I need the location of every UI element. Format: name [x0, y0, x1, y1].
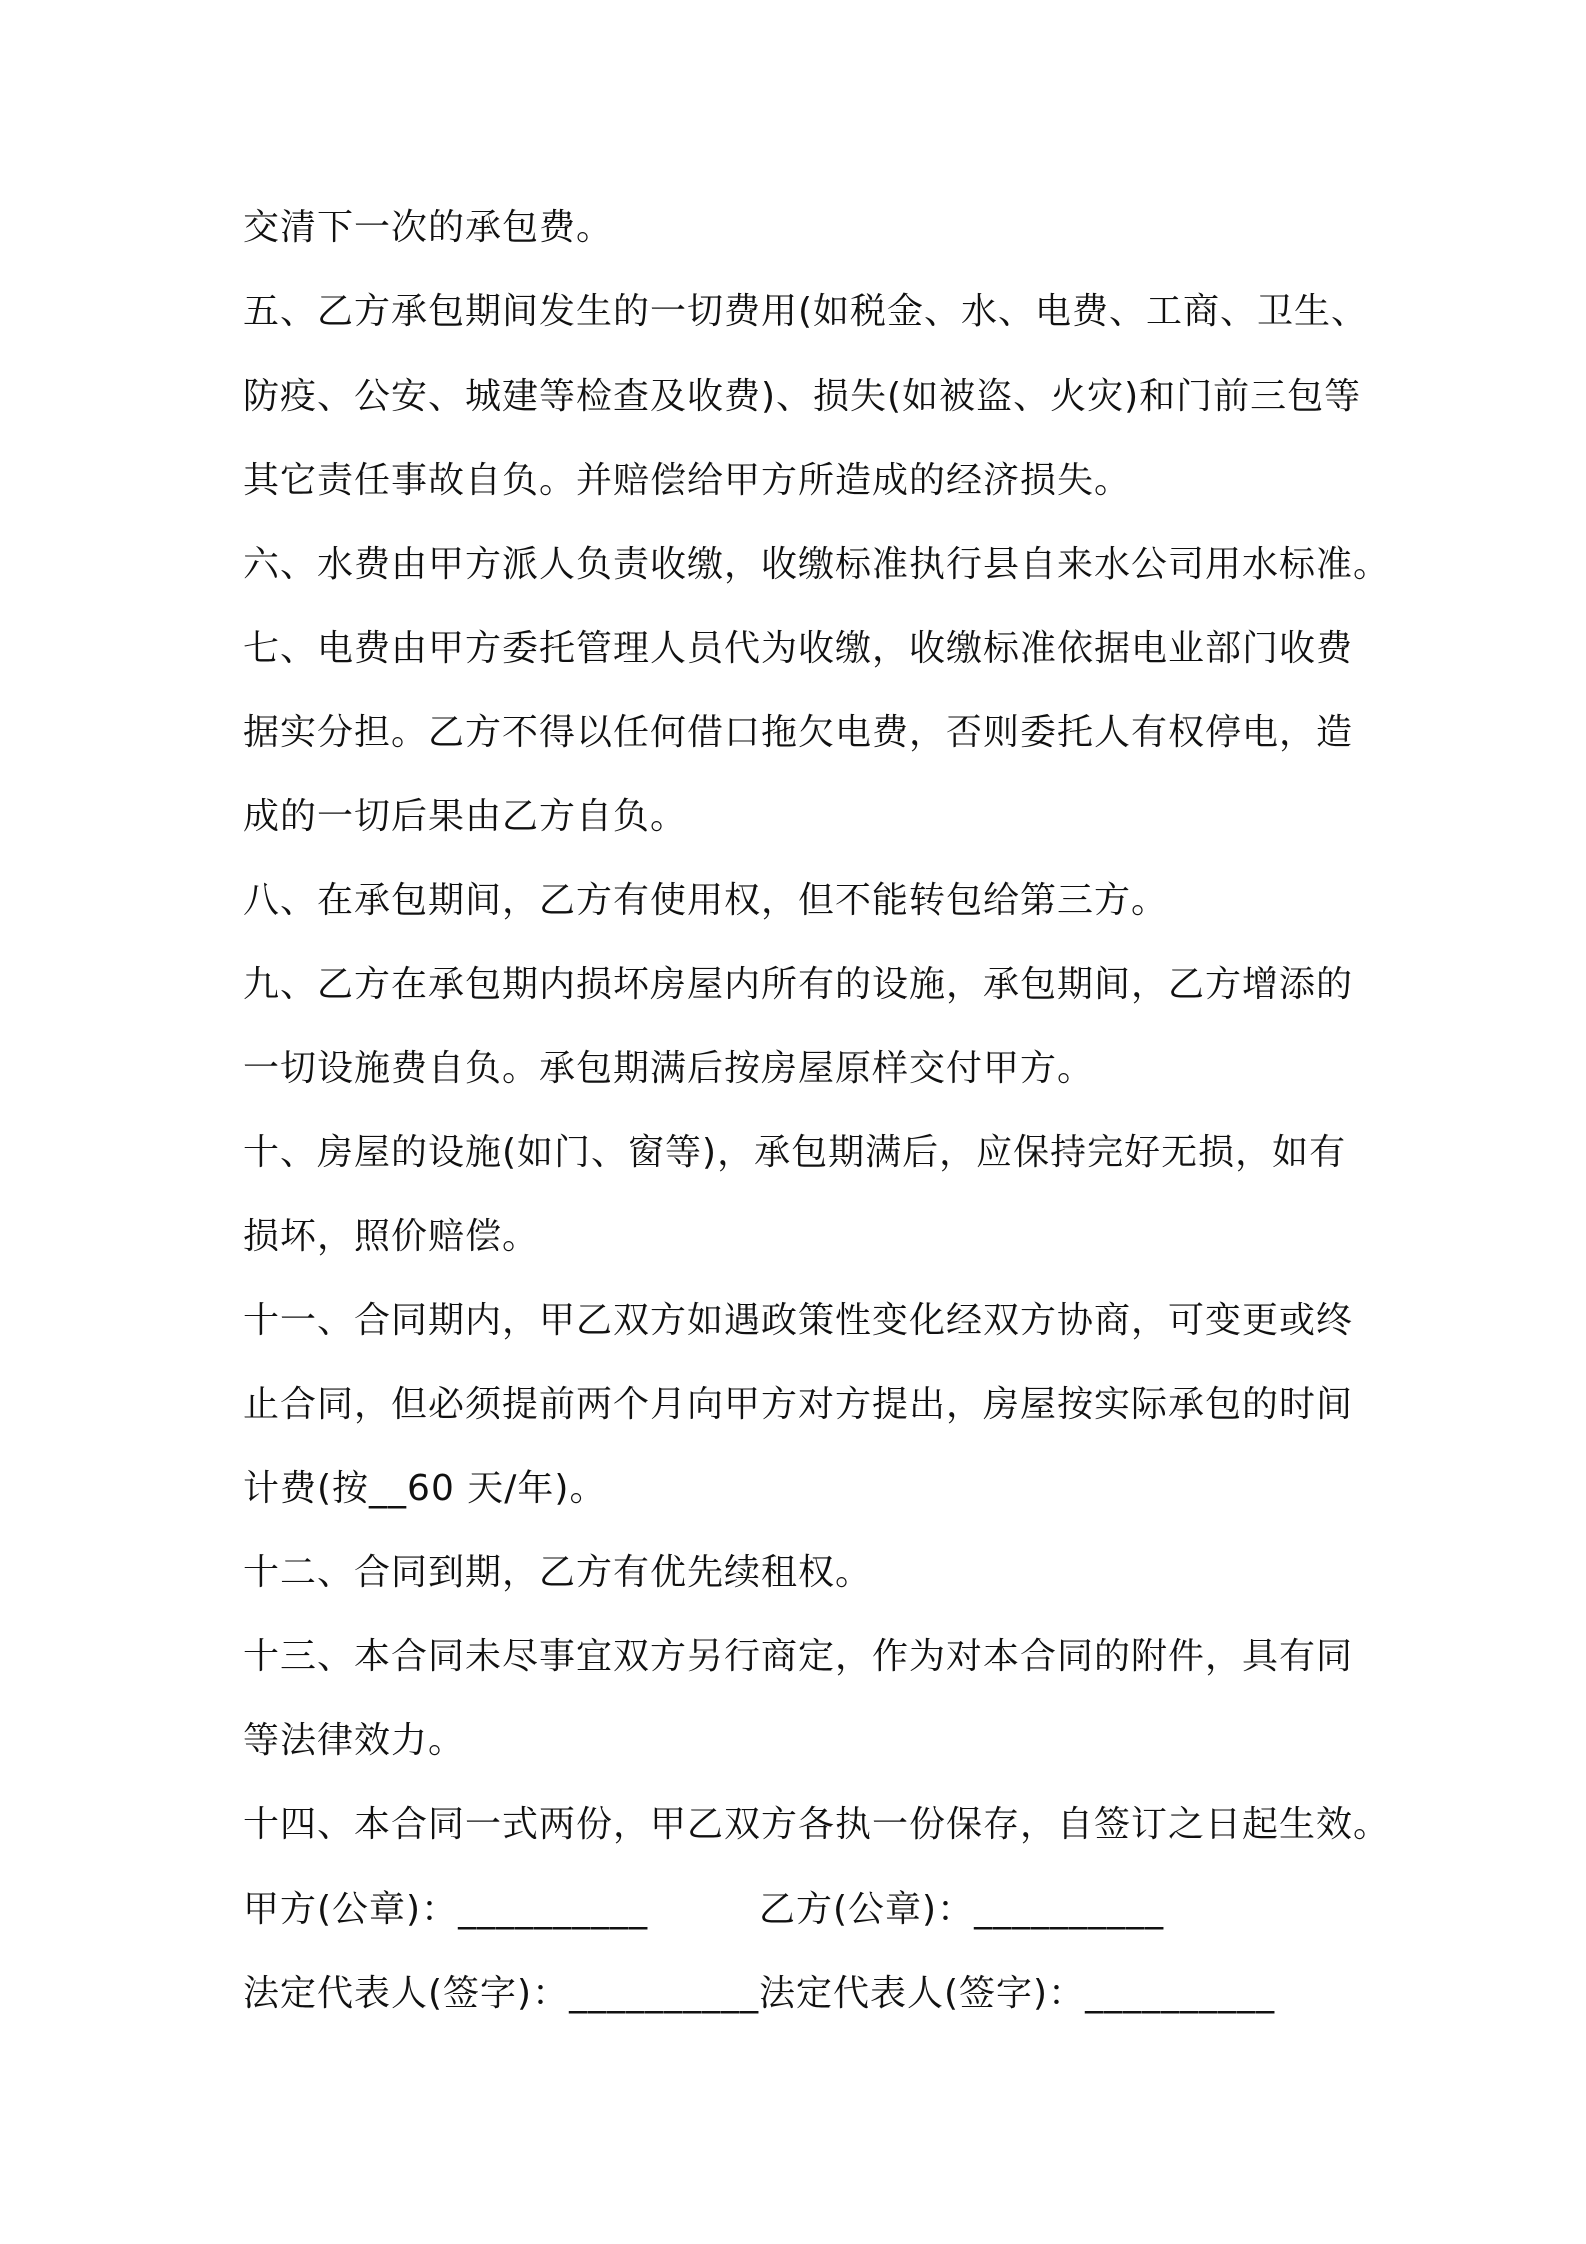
clause-13-line-2: 等法律效力。 [243, 1720, 466, 1761]
clause-14-line-1: 十四、本合同一式两份，甲乙双方各执一份保存，自签订之日起生效。 [243, 1804, 1391, 1845]
clause-11-line-2: 止合同，但必须提前两个月向甲方对方提出，房屋按实际承包的时间 [243, 1384, 1354, 1425]
clause-11-line-3: 计费(按__60 天/年)。 [243, 1468, 607, 1509]
paragraph-line-1: 交清下一次的承包费。 [243, 207, 614, 248]
clause-6-line-1: 六、水费由甲方派人负责收缴，收缴标准执行县自来水公司用水标准。 [243, 544, 1391, 585]
clause-5-line-1: 五、乙方承包期间发生的一切费用(如税金、水、电费、工商、卫生、 [243, 291, 1369, 332]
clause-10-line-1: 十、房屋的设施(如门、窗等)，承包期满后，应保持完好无损，如有 [243, 1132, 1347, 1173]
party-a-representative-field[interactable]: 法定代表人(签字)：__________ [243, 1973, 760, 2014]
clause-11-line-1: 十一、合同期内，甲乙双方如遇政策性变化经双方协商，可变更或终 [243, 1300, 1354, 1341]
representative-signature-row [243, 1964, 1363, 2024]
party-a-seal-field[interactable]: 甲方(公章)：__________ [243, 1889, 649, 1930]
clause-7-line-2: 据实分担。乙方不得以任何借口拖欠电费，否则委托人有权停电，造 [243, 712, 1354, 753]
party-b-seal-field[interactable]: 乙方(公章)：__________ [759, 1889, 1165, 1930]
clause-10-line-2: 损坏，照价赔偿。 [243, 1216, 540, 1257]
party-b-representative-field[interactable]: 法定代表人(签字)：__________ [759, 1973, 1276, 2014]
clause-13-line-1: 十三、本合同未尽事宜双方另行商定，作为对本合同的附件，具有同 [243, 1636, 1354, 1677]
clause-9-line-2: 一切设施费自负。承包期满后按房屋原样交付甲方。 [243, 1048, 1095, 1089]
seal-signature-row [243, 1880, 1363, 1940]
clause-8-line-1: 八、在承包期间，乙方有使用权，但不能转包给第三方。 [243, 880, 1169, 921]
clause-9-line-1: 九、乙方在承包期内损坏房屋内所有的设施，承包期间，乙方增添的 [243, 964, 1354, 1005]
clause-7-line-3: 成的一切后果由乙方自负。 [243, 796, 688, 837]
clause-5-line-3: 其它责任事故自负。并赔偿给甲方所造成的经济损失。 [243, 460, 1132, 501]
clause-7-line-1: 七、电费由甲方委托管理人员代为收缴，收缴标准依据电业部门收费 [243, 628, 1354, 669]
clause-5-line-2: 防疫、公安、城建等检查及收费)、损失(如被盗、火灾)和门前三包等 [243, 376, 1362, 417]
clause-12-line-1: 十二、合同到期，乙方有优先续租权。 [243, 1552, 873, 1593]
